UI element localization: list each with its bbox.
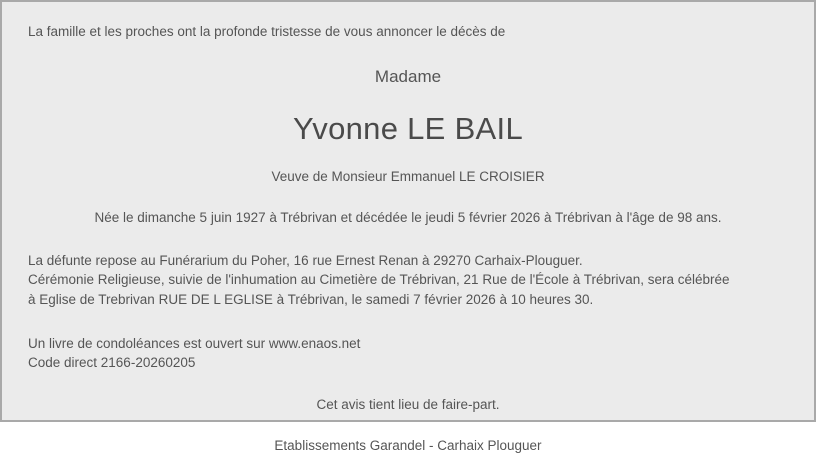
birth-death-text: Née le dimanche 5 juin 1927 à Trébrivan et décédée le jeudi 5 février 2026 à Trébrivan à l'âge de 98 ans. <box>94 209 722 225</box>
condolences-details <box>28 334 788 373</box>
condolences-code: Code direct 2166-20260205 <box>28 355 196 371</box>
faire-part-text: Cet avis tient lieu de faire-part. <box>316 396 500 412</box>
funeral-line: à Eglise de Trebrivan RUE DE L EGLISE à Trébrivan, le samedi 7 février 2026 à 10 heures 30. <box>28 292 594 307</box>
notice-title: Madame <box>374 66 442 86</box>
establishment-text: Etablissements Garandel - Carhaix Plouguer <box>274 437 542 453</box>
funeral-line: La défunte repose au Funérarium du Poher, 16 rue Ernest Renan à 29270 Carhaix-Plouguer. <box>28 252 583 268</box>
funeral-line: Cérémonie Religieuse, suivie de l'inhumation au Cimetière de Trébrivan, 21 Rue de l'École à Trébrivan, sera célébrée <box>28 272 730 288</box>
notice-intro-text: La famille et les proches ont la profonde tristesse de vous annoncer le décès de <box>28 24 506 39</box>
spouse-text: Veuve de Monsieur Emmanuel LE CROISIER <box>271 168 545 184</box>
condolences-line: Un livre de condoléances est ouvert sur www.enaos.net <box>28 335 361 351</box>
funeral-details <box>28 251 788 310</box>
deceased-name: Yvonne LE BAIL <box>293 110 523 146</box>
